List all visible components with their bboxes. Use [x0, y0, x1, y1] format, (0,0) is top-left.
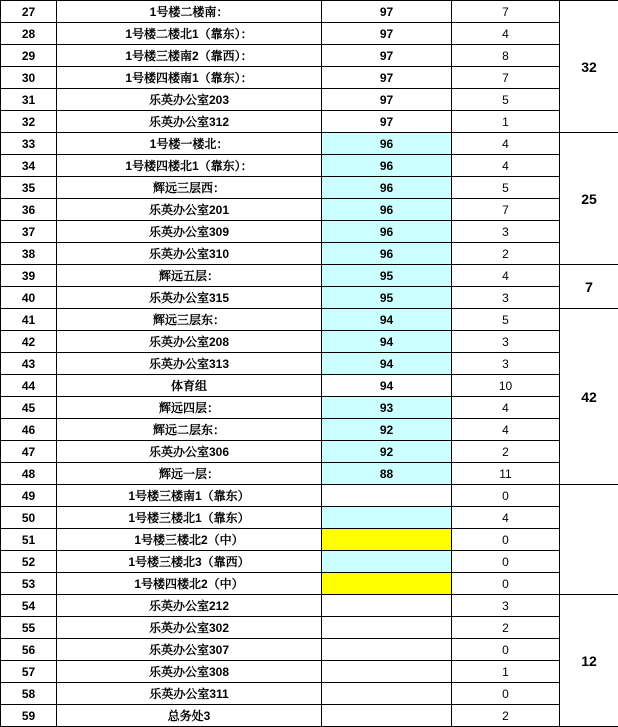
row-score: 96 — [322, 199, 452, 221]
row-count: 4 — [452, 419, 560, 441]
row-index: 33 — [1, 133, 57, 155]
row-count: 5 — [452, 309, 560, 331]
row-score: 92 — [322, 441, 452, 463]
group-total: 25 — [560, 133, 618, 265]
row-index: 34 — [1, 155, 57, 177]
table-row[interactable] — [1, 243, 618, 265]
row-index: 30 — [1, 67, 57, 89]
table-row[interactable] — [1, 375, 618, 397]
table-row[interactable] — [1, 67, 618, 89]
row-count: 4 — [452, 155, 560, 177]
table-row[interactable] — [1, 23, 618, 45]
row-name: 1号楼三楼南2（靠西）： — [57, 45, 322, 67]
row-index: 57 — [1, 661, 57, 683]
table-row[interactable] — [1, 133, 618, 155]
row-index: 53 — [1, 573, 57, 595]
row-name: 乐英办公室313 — [57, 353, 322, 375]
row-name: 乐英办公室302 — [57, 617, 322, 639]
row-score — [322, 529, 452, 551]
row-name: 乐英办公室315 — [57, 287, 322, 309]
row-score: 96 — [322, 133, 452, 155]
table-row[interactable] — [1, 287, 618, 309]
table-row[interactable] — [1, 309, 618, 331]
table-row[interactable] — [1, 397, 618, 419]
row-count: 3 — [452, 221, 560, 243]
table-row[interactable] — [1, 1, 618, 23]
table-row[interactable] — [1, 265, 618, 287]
table-row[interactable] — [1, 595, 618, 617]
row-index: 50 — [1, 507, 57, 529]
row-count: 7 — [452, 67, 560, 89]
row-count: 3 — [452, 331, 560, 353]
table-row[interactable] — [1, 683, 618, 705]
row-index: 52 — [1, 551, 57, 573]
row-name: 乐英办公室201 — [57, 199, 322, 221]
row-index: 45 — [1, 397, 57, 419]
row-score — [322, 639, 452, 661]
row-index: 47 — [1, 441, 57, 463]
row-score: 97 — [322, 67, 452, 89]
table-row[interactable] — [1, 551, 618, 573]
row-count: 4 — [452, 507, 560, 529]
row-name: 1号楼三楼北2（中） — [57, 529, 322, 551]
row-count: 2 — [452, 617, 560, 639]
table-row[interactable] — [1, 331, 618, 353]
table-row[interactable] — [1, 353, 618, 375]
row-count: 7 — [452, 1, 560, 23]
table-row[interactable] — [1, 617, 618, 639]
row-index: 32 — [1, 111, 57, 133]
row-name: 乐英办公室203 — [57, 89, 322, 111]
row-name: 体育组 — [57, 375, 322, 397]
table-row[interactable] — [1, 111, 618, 133]
row-count: 5 — [452, 89, 560, 111]
row-count: 0 — [452, 639, 560, 661]
row-name: 1号楼三楼南1（靠东） — [57, 485, 322, 507]
row-name: 辉远一层： — [57, 463, 322, 485]
table-row[interactable] — [1, 441, 618, 463]
row-count: 2 — [452, 705, 560, 727]
row-index: 41 — [1, 309, 57, 331]
row-name: 1号楼二楼北1（靠东）： — [57, 23, 322, 45]
row-count: 11 — [452, 463, 560, 485]
row-score — [322, 485, 452, 507]
row-score: 94 — [322, 309, 452, 331]
row-name: 辉远三层东： — [57, 309, 322, 331]
group-total: 32 — [560, 1, 618, 133]
row-name: 乐英办公室307 — [57, 639, 322, 661]
row-count: 0 — [452, 551, 560, 573]
group-total — [560, 485, 618, 595]
table-row[interactable] — [1, 89, 618, 111]
row-name: 1号楼四楼北1（靠东）： — [57, 155, 322, 177]
table-row[interactable] — [1, 507, 618, 529]
group-total: 12 — [560, 595, 618, 727]
row-index: 40 — [1, 287, 57, 309]
row-score: 96 — [322, 177, 452, 199]
row-score — [322, 573, 452, 595]
row-index: 49 — [1, 485, 57, 507]
row-score: 92 — [322, 419, 452, 441]
row-count: 1 — [452, 661, 560, 683]
row-name: 1号楼三楼北1（靠东） — [57, 507, 322, 529]
table-row[interactable] — [1, 177, 618, 199]
row-count: 1 — [452, 111, 560, 133]
row-name: 辉远四层： — [57, 397, 322, 419]
table-row[interactable] — [1, 485, 618, 507]
row-index: 55 — [1, 617, 57, 639]
row-score — [322, 595, 452, 617]
group-total: 42 — [560, 309, 618, 485]
row-count: 2 — [452, 441, 560, 463]
row-count: 4 — [452, 397, 560, 419]
row-score: 97 — [322, 111, 452, 133]
row-index: 46 — [1, 419, 57, 441]
row-index: 42 — [1, 331, 57, 353]
row-index: 37 — [1, 221, 57, 243]
row-count: 2 — [452, 243, 560, 265]
row-name: 辉远二层东： — [57, 419, 322, 441]
row-score — [322, 551, 452, 573]
row-score: 88 — [322, 463, 452, 485]
row-name: 1号楼二楼南： — [57, 1, 322, 23]
row-name: 乐英办公室312 — [57, 111, 322, 133]
row-count: 8 — [452, 45, 560, 67]
row-name: 乐英办公室212 — [57, 595, 322, 617]
row-index: 38 — [1, 243, 57, 265]
row-score — [322, 507, 452, 529]
table-row[interactable] — [1, 661, 618, 683]
row-name: 1号楼四楼北2（中） — [57, 573, 322, 595]
row-name: 乐英办公室311 — [57, 683, 322, 705]
row-name: 乐英办公室306 — [57, 441, 322, 463]
table-row[interactable] — [1, 419, 618, 441]
table-row[interactable] — [1, 199, 618, 221]
row-index: 44 — [1, 375, 57, 397]
row-score: 97 — [322, 45, 452, 67]
row-score: 96 — [322, 243, 452, 265]
row-score — [322, 617, 452, 639]
row-name: 辉远五层： — [57, 265, 322, 287]
row-count: 4 — [452, 23, 560, 45]
row-name: 乐英办公室310 — [57, 243, 322, 265]
row-score: 94 — [322, 375, 452, 397]
row-score: 97 — [322, 89, 452, 111]
row-count: 4 — [452, 265, 560, 287]
row-count: 0 — [452, 529, 560, 551]
row-score: 94 — [322, 353, 452, 375]
table-row[interactable] — [1, 221, 618, 243]
row-score: 93 — [322, 397, 452, 419]
row-score: 96 — [322, 155, 452, 177]
row-name: 乐英办公室208 — [57, 331, 322, 353]
row-index: 48 — [1, 463, 57, 485]
row-score: 95 — [322, 265, 452, 287]
row-count: 3 — [452, 595, 560, 617]
table-row[interactable] — [1, 45, 618, 67]
row-count: 10 — [452, 375, 560, 397]
table-row[interactable] — [1, 463, 618, 485]
row-name: 总务处3 — [57, 705, 322, 727]
row-index: 51 — [1, 529, 57, 551]
row-name: 乐英办公室308 — [57, 661, 322, 683]
row-index: 35 — [1, 177, 57, 199]
row-score: 94 — [322, 331, 452, 353]
table-body — [1, 1, 618, 727]
row-index: 31 — [1, 89, 57, 111]
row-index: 56 — [1, 639, 57, 661]
row-index: 58 — [1, 683, 57, 705]
row-score — [322, 661, 452, 683]
row-name: 1号楼三楼北3（靠西） — [57, 551, 322, 573]
row-index: 54 — [1, 595, 57, 617]
row-count: 4 — [452, 133, 560, 155]
table-row[interactable] — [1, 155, 618, 177]
row-score: 97 — [322, 1, 452, 23]
row-index: 36 — [1, 199, 57, 221]
row-name: 乐英办公室309 — [57, 221, 322, 243]
row-count: 7 — [452, 199, 560, 221]
row-name: 辉远三层西： — [57, 177, 322, 199]
table-row[interactable] — [1, 529, 618, 551]
row-name: 1号楼一楼北： — [57, 133, 322, 155]
row-count: 3 — [452, 287, 560, 309]
row-score: 95 — [322, 287, 452, 309]
row-count: 0 — [452, 573, 560, 595]
table-row[interactable] — [1, 705, 618, 727]
row-index: 27 — [1, 1, 57, 23]
row-index: 28 — [1, 23, 57, 45]
row-count: 0 — [452, 485, 560, 507]
row-score — [322, 705, 452, 727]
table-row[interactable] — [1, 573, 618, 595]
row-count: 5 — [452, 177, 560, 199]
group-total: 7 — [560, 265, 618, 309]
row-name: 1号楼四楼南1（靠东）： — [57, 67, 322, 89]
table-row[interactable] — [1, 639, 618, 661]
row-count: 3 — [452, 353, 560, 375]
row-score: 97 — [322, 23, 452, 45]
row-index: 29 — [1, 45, 57, 67]
row-index: 39 — [1, 265, 57, 287]
row-score — [322, 683, 452, 705]
row-count: 0 — [452, 683, 560, 705]
row-score: 96 — [322, 221, 452, 243]
row-index: 43 — [1, 353, 57, 375]
row-index: 59 — [1, 705, 57, 727]
